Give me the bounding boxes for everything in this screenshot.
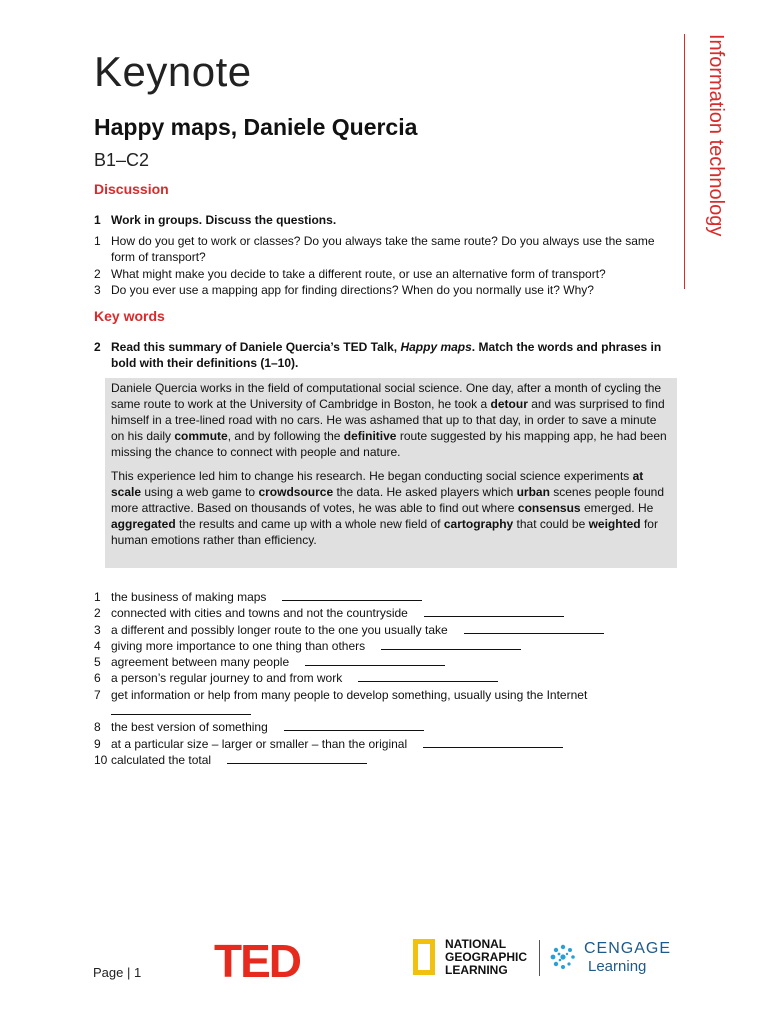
question-item (94, 266, 674, 282)
answer-blank[interactable] (381, 638, 521, 650)
instruction-number: 1 (94, 213, 101, 227)
summary-paragraph (111, 468, 671, 548)
question-number: 1 (94, 234, 101, 248)
key-word: urban (516, 485, 550, 499)
answer-blank[interactable] (227, 752, 367, 764)
definitions-list (94, 589, 694, 768)
definition-text: agreement between many people (111, 654, 445, 670)
key-word: detour (490, 397, 528, 411)
definition-item (94, 752, 694, 768)
question-text: What might make you decide to take a different route, or use an alternative form of transport? (111, 267, 606, 281)
answer-blank[interactable] (282, 589, 422, 601)
definition-number: 9 (94, 736, 101, 751)
summary-text: emerged. He (580, 501, 654, 515)
summary-box (105, 378, 677, 568)
definition-number: 8 (94, 720, 101, 735)
definition-number: 2 (94, 606, 101, 621)
definition-text: giving more importance to one thing than others (111, 638, 521, 654)
answer-blank[interactable] (423, 736, 563, 748)
question-number: 3 (94, 283, 101, 297)
key-word: at scale (111, 469, 644, 499)
answer-blank[interactable] (424, 605, 564, 617)
answer-blank[interactable] (305, 654, 445, 666)
instruction-text: Work in groups. Discuss the questions. (111, 213, 337, 227)
definition-text: the business of making maps (111, 589, 422, 605)
cengage-name: CENGAGE (584, 940, 672, 957)
key-word: consensus (517, 501, 581, 515)
summary-text: , and by following the (227, 429, 344, 443)
discussion-instruction (94, 212, 674, 228)
key-word: weighted (588, 517, 641, 531)
definition-item (94, 670, 694, 686)
logo-divider (539, 940, 540, 976)
definition-number: 7 (94, 687, 101, 702)
summary-text: This experience led him to change his research. He began conducting social science experiments (111, 469, 633, 483)
page-title: Happy maps, Daniele Quercia (94, 114, 418, 140)
definition-item (94, 622, 694, 638)
natgeo-line: NATIONAL (445, 937, 507, 951)
definition-item (94, 638, 694, 654)
summary-text: route suggested by his mapping app, he had been missing the chance to connect with people and nature. (111, 429, 667, 459)
discussion-heading: Discussion (94, 181, 169, 197)
definition-text: a different and possibly longer route to the one you usually take (111, 622, 604, 638)
answer-blank[interactable] (358, 670, 498, 682)
definition-number: 5 (94, 655, 101, 670)
definition-item (94, 736, 694, 752)
definition-text: connected with cities and towns and not the countryside (111, 605, 564, 621)
definition-number: 3 (94, 622, 101, 637)
natgeo-logo (413, 938, 533, 978)
instruction-part: . Match the words and phrases in bold with their definitions (1–10). (111, 340, 662, 370)
cengage-burst-icon (548, 942, 578, 972)
definition-text: a person’s regular journey to and from work (111, 670, 498, 686)
side-category-label: Information technology (705, 34, 727, 237)
key-word: commute (174, 429, 228, 443)
instruction-text (111, 339, 674, 371)
level-label: B1–C2 (94, 150, 150, 170)
cengage-subname: Learning (588, 958, 647, 975)
summary-text: using a web game to (141, 485, 259, 499)
definition-item (94, 654, 694, 670)
keywords-heading: Key words (94, 308, 165, 324)
natgeo-line: GEOGRAPHIC (445, 950, 528, 964)
summary-text: for human emotions rather than efficiency. (111, 517, 658, 547)
page-number: Page | 1 (93, 965, 142, 980)
side-divider (684, 34, 685, 289)
key-word: crowdsource (258, 485, 334, 499)
definition-text: at a particular size – larger or smaller – than the original (111, 736, 563, 752)
natgeo-line: LEARNING (445, 963, 508, 977)
talk-title: Happy maps (400, 340, 472, 354)
definition-item (94, 589, 694, 605)
summary-paragraph (111, 380, 671, 460)
ted-logo: TED (214, 935, 300, 987)
question-item (94, 282, 674, 298)
answer-blank[interactable] (111, 703, 251, 715)
summary-text: and was surprised to find himself in a tree-lined road with no cars. He was ashamed that up to that day, in order to save a minute on his daily (111, 397, 665, 443)
question-text: Do you ever use a mapping app for finding directions? When do you normally use it? Why? (111, 283, 594, 297)
key-word: aggregated (111, 517, 176, 531)
definition-text: calculated the total (111, 752, 367, 768)
definition-item (94, 605, 694, 621)
summary-text: the data. He asked players which (333, 485, 517, 499)
question-text: How do you get to work or classes? Do you always take the same route? Do you always use the same form of transport? (111, 234, 655, 264)
brand-title: Keynote (94, 48, 252, 95)
definition-number: 4 (94, 638, 101, 653)
key-word: definitive (343, 429, 397, 443)
summary-text: the results and came up with a whole new field of (175, 517, 444, 531)
key-word: cartography (443, 517, 514, 531)
definition-number: 6 (94, 671, 101, 686)
definition-item (94, 719, 694, 735)
natgeo-wordmark (445, 938, 527, 977)
summary-text: Daniele Quercia works in the field of computational social science. One day, after a month of cycling the same route to work at the University of Cambridge in Boston, he took a (111, 381, 662, 411)
answer-blank[interactable] (284, 719, 424, 731)
keywords-instruction (94, 339, 674, 371)
definition-text: the best version of something (111, 719, 424, 735)
question-item (94, 233, 674, 265)
definition-text: get information or help from many people to develop something, usually using the Internet (111, 687, 588, 702)
instruction-number: 2 (94, 340, 101, 354)
question-number: 2 (94, 267, 101, 281)
summary-text: scenes people found more attractive. Based on thousands of votes, he was able to find out where (111, 485, 665, 515)
instruction-part: Read this summary of Daniele Quercia’s TED Talk, (111, 340, 401, 354)
cengage-logo (548, 938, 688, 980)
definition-number: 10 (94, 752, 108, 767)
definition-number: 1 (94, 590, 101, 604)
answer-blank[interactable] (464, 622, 604, 634)
summary-text: that could be (513, 517, 589, 531)
natgeo-frame-icon (413, 939, 435, 975)
definition-item (94, 687, 694, 720)
